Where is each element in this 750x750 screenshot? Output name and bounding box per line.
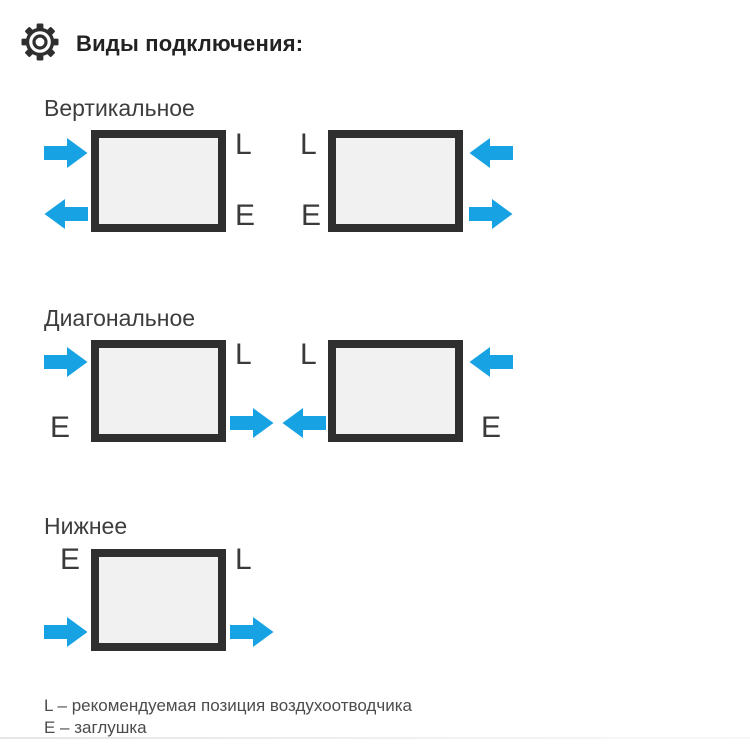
port-label-l: L bbox=[300, 338, 317, 371]
port-label-l: L bbox=[235, 338, 252, 371]
arrow-left-icon bbox=[469, 136, 513, 170]
arrow-right-icon bbox=[469, 197, 513, 231]
arrow-left-icon bbox=[44, 197, 88, 231]
arrow-left-icon bbox=[469, 345, 513, 379]
arrow-right-icon bbox=[230, 615, 274, 649]
port-label-e: E bbox=[50, 411, 71, 444]
radiator-box bbox=[328, 130, 463, 232]
bottom-divider bbox=[0, 737, 750, 739]
arrow-left-icon bbox=[282, 406, 326, 440]
section-label-vertical: Вертикальное bbox=[44, 95, 195, 121]
port-label-e: E bbox=[481, 411, 502, 444]
radiator-box bbox=[91, 340, 226, 442]
arrow-right-icon bbox=[44, 345, 88, 379]
gear-icon bbox=[20, 22, 60, 62]
radiator-box bbox=[328, 340, 463, 442]
page-title: Виды подключения: bbox=[76, 31, 304, 56]
section-label-diagonal: Диагональное bbox=[44, 305, 196, 331]
port-label-l: L bbox=[300, 128, 317, 161]
port-label-e: E bbox=[60, 543, 81, 576]
radiator-box bbox=[91, 549, 226, 651]
port-label-e: E bbox=[235, 199, 256, 232]
port-label-l: L bbox=[235, 543, 252, 576]
arrow-right-icon bbox=[230, 406, 274, 440]
legend-line-l: L – рекомендуемая позиция воздухоотводчика bbox=[44, 696, 412, 715]
arrow-right-icon bbox=[44, 136, 88, 170]
legend-line-e: E – заглушка bbox=[44, 718, 147, 737]
port-label-e: E bbox=[301, 199, 322, 232]
arrow-right-icon bbox=[44, 615, 88, 649]
port-label-l: L bbox=[235, 128, 252, 161]
section-label-bottom: Нижнее bbox=[44, 513, 128, 539]
radiator-box bbox=[91, 130, 226, 232]
